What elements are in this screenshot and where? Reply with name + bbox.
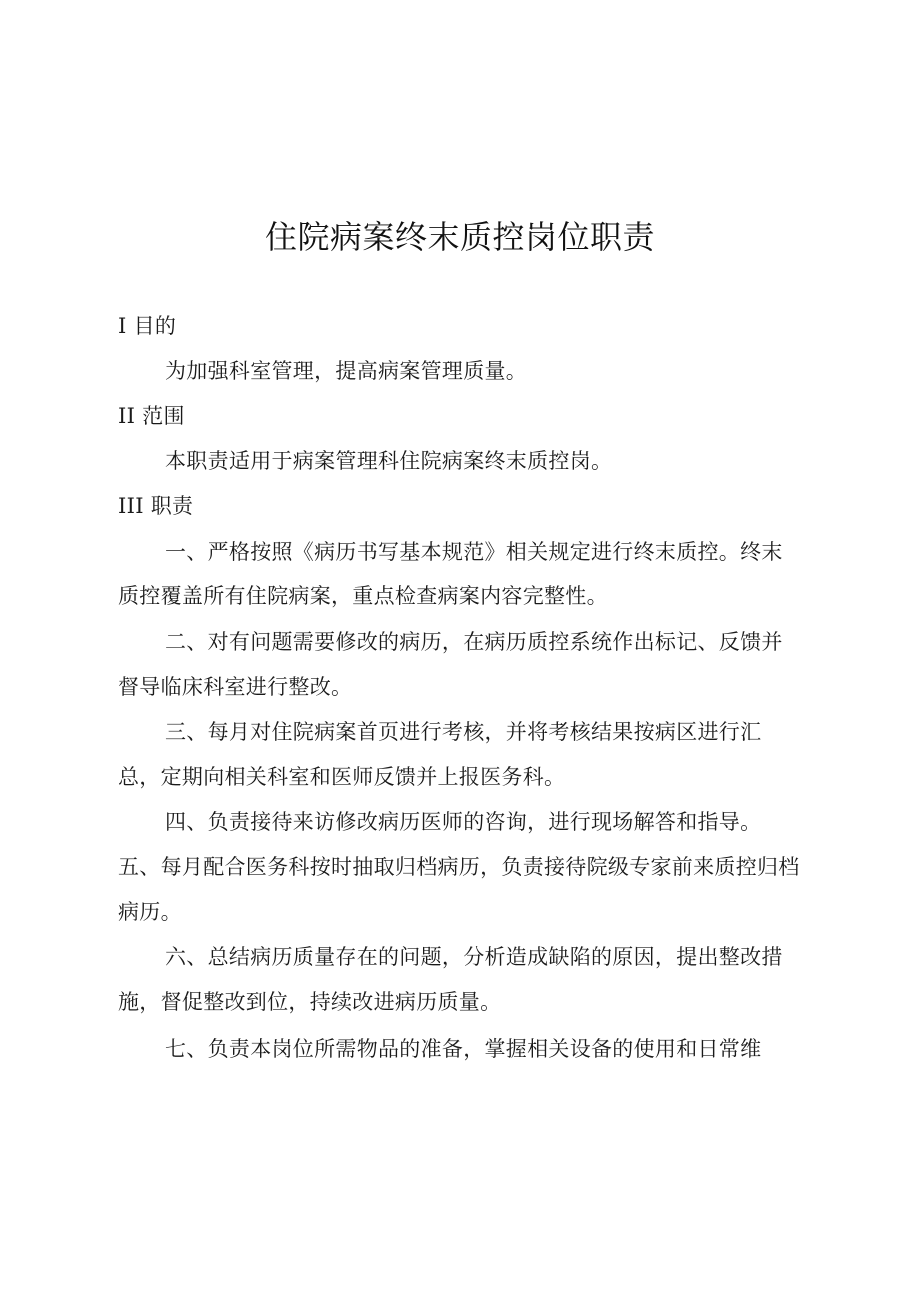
duty-item-7-line-1: 七、负责本岗位所需物品的准备，掌握相关设备的使用和日常维 bbox=[165, 1037, 762, 1061]
purpose-text: 为加强科室管理，提高病案管理质量。 bbox=[165, 359, 528, 383]
duty-item-3-line-1: 三、每月对住院病案首页进行考核，并将考核结果按病区进行汇 bbox=[165, 720, 762, 744]
document-title: 住院病案终末质控岗位职责 bbox=[264, 218, 655, 256]
section-heading-scope: II 范围 bbox=[118, 404, 185, 428]
scope-text: 本职责适用于病案管理科住院病案终末质控岗。 bbox=[165, 449, 613, 473]
duty-item-6-line-2: 施，督促整改到位，持续改进病历质量。 bbox=[118, 990, 502, 1014]
duty-item-6-line-1: 六、总结病历质量存在的问题，分析造成缺陷的原因，提出整改措 bbox=[165, 945, 783, 969]
duty-item-3-line-2: 总，定期向相关科室和医师反馈并上报医务科。 bbox=[118, 765, 566, 789]
duty-item-5-line-1: 五、每月配合医务科按时抽取归档病历，负责接待院级专家前来质控归档 bbox=[118, 855, 800, 879]
duty-item-1-line-2: 质控覆盖所有住院病案，重点检查病案内容完整性。 bbox=[118, 584, 608, 608]
duty-item-2-line-1: 二、对有问题需要修改的病历，在病历质控系统作出标记、反馈并 bbox=[165, 630, 783, 654]
duty-item-1-line-1: 一、严格按照《病历书写基本规范》相关规定进行终末质控。终末 bbox=[165, 540, 783, 564]
duty-item-5-line-2: 病历。 bbox=[118, 900, 182, 924]
section-heading-duties: III 职责 bbox=[118, 494, 194, 518]
duty-item-2-line-2: 督导临床科室进行整改。 bbox=[118, 675, 353, 699]
duty-item-4-line-1: 四、负责接待来访修改病历医师的咨询，进行现场解答和指导。 bbox=[165, 810, 762, 834]
section-heading-purpose: I 目的 bbox=[118, 314, 177, 338]
